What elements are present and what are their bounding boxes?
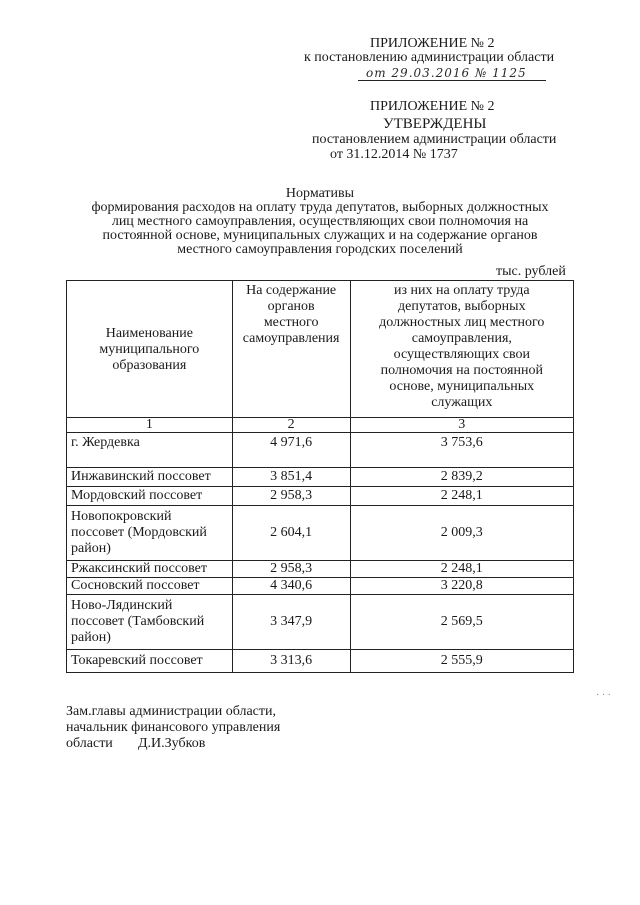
row-total: 3 851,4 <box>232 468 350 487</box>
table-row <box>67 650 574 673</box>
row-name: Инжавинский поссовет <box>67 468 233 487</box>
row-total: 2 604,1 <box>232 506 350 561</box>
units-label: тыс. рублей <box>496 264 566 279</box>
appendix-title-2: ПРИЛОЖЕНИЕ № 2 <box>370 99 495 114</box>
approval-text: постановлением администрации области <box>312 132 557 147</box>
table-row <box>67 578 574 595</box>
column-number-row <box>67 418 574 433</box>
row-name: Токаревский поссовет <box>67 650 233 673</box>
signatory-position-1: Зам.главы администрации области, <box>66 704 276 719</box>
row-total: 2 958,3 <box>232 561 350 578</box>
table-header-row <box>67 281 574 418</box>
row-salary: 2 839,2 <box>350 468 573 487</box>
norms-table <box>66 280 574 673</box>
row-salary: 2 248,1 <box>350 487 573 506</box>
row-name: Мордовский поссовет <box>67 487 233 506</box>
table-row <box>67 487 574 506</box>
signatory-position-3: области <box>66 736 113 751</box>
row-name: Ржаксинский поссовет <box>67 561 233 578</box>
signature-underline <box>358 80 546 81</box>
signatory-position-2: начальник финансового управления <box>66 720 281 735</box>
column-number: 1 <box>67 418 233 433</box>
row-name: Ново-Лядинский поссовет (Тамбовский район) <box>67 595 233 650</box>
row-name: Сосновский поссовет <box>67 578 233 595</box>
table-row <box>67 433 574 468</box>
row-salary: 3 753,6 <box>350 433 573 468</box>
header-municipality: Наименование муниципального образования <box>67 281 233 418</box>
table-row <box>67 506 574 561</box>
row-salary: 3 220,8 <box>350 578 573 595</box>
row-name: Новопокровский поссовет (Мордовский район) <box>67 506 233 561</box>
doc-title-line2: лиц местного самоуправления, осуществляющих свои полномочия на <box>111 214 529 229</box>
row-total: 4 340,6 <box>232 578 350 595</box>
table-row <box>67 595 574 650</box>
row-salary: 2 009,3 <box>350 506 573 561</box>
column-number: 2 <box>232 418 350 433</box>
row-salary: 2 555,9 <box>350 650 573 673</box>
doc-title-line4: местного самоуправления городских поселений <box>177 242 463 257</box>
row-salary: 2 248,1 <box>350 561 573 578</box>
row-total: 3 313,6 <box>232 650 350 673</box>
row-name: г. Жердевка <box>67 433 233 468</box>
approval-date: от 31.12.2014 № 1737 <box>330 147 458 162</box>
doc-title-line1: формирования расходов на оплату труда депутатов, выборных должностных <box>91 200 549 215</box>
signatory-name: Д.И.Зубков <box>138 736 206 751</box>
handwritten-date-number: от 29.03.2016 № 1125 <box>366 66 527 80</box>
doc-title: Нормативы <box>285 186 355 201</box>
row-salary: 2 569,5 <box>350 595 573 650</box>
row-total: 2 958,3 <box>232 487 350 506</box>
table-row <box>67 561 574 578</box>
header-maintenance: На содержание органов местного самоуправления <box>232 281 350 418</box>
table-row <box>67 468 574 487</box>
approved-label: УТВЕРЖДЕНЫ <box>383 116 487 132</box>
row-total: 4 971,6 <box>232 433 350 468</box>
appendix-title-1: ПРИЛОЖЕНИЕ № 2 <box>370 36 495 51</box>
doc-title-line3: постоянной основе, муниципальных служащих и на содержание органов <box>102 228 538 243</box>
header-salary: из них на оплату труда депутатов, выборных должностных лиц местного самоуправления, осуществляющих свои полномочия на постоянной основе, муниципальных служащих <box>350 281 573 418</box>
appendix-subtitle-1: к постановлению администрации области <box>304 50 555 65</box>
scan-speckle: · · · <box>596 690 611 701</box>
column-number: 3 <box>350 418 573 433</box>
row-total: 3 347,9 <box>232 595 350 650</box>
